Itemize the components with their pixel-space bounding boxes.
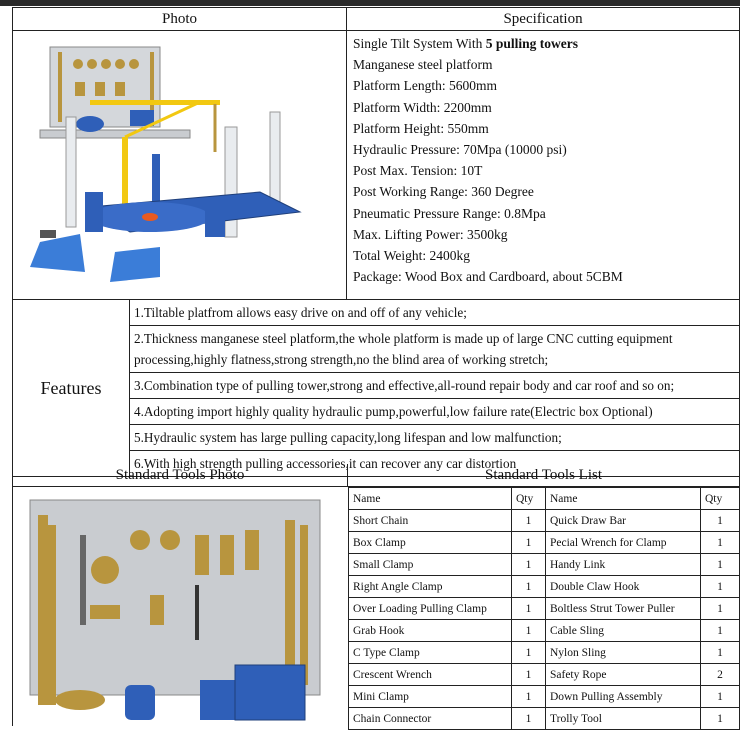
tool-qty-cell: 1 [512, 532, 546, 554]
specification-list [347, 31, 740, 300]
standard-tools-photo-header: Standard Tools Photo [12, 464, 348, 487]
tool-qty-cell: 1 [512, 576, 546, 598]
tool-name-cell: Safety Rope [546, 664, 701, 686]
tool-name-cell: Grab Hook [349, 620, 512, 642]
tool-qty-cell: 1 [701, 598, 740, 620]
tools-table-body [349, 510, 740, 730]
spec-line: Package: Wood Box and Cardboard, about 5CBM [353, 269, 623, 285]
standard-tools-table [348, 487, 740, 730]
table-row [349, 708, 740, 730]
spec-line: Platform Length: 5600mm [353, 78, 498, 94]
table-row [349, 554, 740, 576]
tool-qty-cell: 1 [512, 686, 546, 708]
tool-name-cell: Over Loading Pulling Clamp [349, 598, 512, 620]
tool-name-cell: Right Angle Clamp [349, 576, 512, 598]
tool-name-cell: Down Pulling Assembly [546, 686, 701, 708]
feature-item: 3.Combination type of pulling tower,strong and effective,all-round repair body and car roof and so on; [130, 373, 740, 399]
table-row [349, 598, 740, 620]
table-row [349, 686, 740, 708]
ramp-image [30, 234, 85, 272]
spec-line [353, 33, 739, 54]
tool-qty-cell: 1 [512, 510, 546, 532]
tool-qty-cell: 1 [701, 510, 740, 532]
tool-name-cell: Crescent Wrench [349, 664, 512, 686]
spec-line: Pneumatic Pressure Range: 0.8Mpa [353, 205, 546, 221]
feature-item: 1.Tiltable platfrom allows easy drive on and off of any vehicle; [130, 300, 740, 326]
tool-name-cell: Short Chain [349, 510, 512, 532]
tool-qty-cell: 1 [512, 554, 546, 576]
top-border-bar [0, 0, 740, 6]
table-row [349, 576, 740, 598]
features-label: Features [13, 300, 130, 477]
specification-header: Specification [347, 8, 740, 31]
tool-qty-cell: 1 [512, 664, 546, 686]
tools-col-name-header: Name [546, 488, 701, 510]
spec-line-bold: 5 pulling towers [485, 36, 579, 51]
tool-qty-cell: 2 [701, 664, 740, 686]
tool-name-cell: Quick Draw Bar [546, 510, 701, 532]
table-row [349, 664, 740, 686]
spec-line: Max. Lifting Power: 3500kg [353, 226, 508, 242]
tool-qty-cell: 1 [701, 620, 740, 642]
tool-name-cell: Mini Clamp [349, 686, 512, 708]
standard-tools-illustration [20, 495, 340, 726]
pulling-tower-image [66, 117, 76, 227]
standard-tools-list-header: Standard Tools List [347, 464, 740, 487]
tool-qty-cell: 1 [701, 686, 740, 708]
tool-qty-cell: 1 [701, 708, 740, 730]
photo-header: Photo [13, 8, 347, 31]
spec-line: Platform Width: 2200mm [353, 99, 492, 115]
tool-qty-cell: 1 [701, 642, 740, 664]
tools-col-qty-header: Qty [701, 488, 740, 510]
spec-line: Total Weight: 2400kg [353, 247, 470, 263]
spec-line: Platform Height: 550mm [353, 120, 489, 136]
spec-line: Post Working Range: 360 Degree [353, 184, 534, 200]
tool-qty-cell: 1 [512, 598, 546, 620]
tool-name-cell: Trolly Tool [546, 708, 701, 730]
tool-qty-cell: 1 [701, 532, 740, 554]
tool-name-cell: Small Clamp [349, 554, 512, 576]
frame-machine-illustration [30, 42, 320, 292]
tool-name-cell: Double Claw Hook [546, 576, 701, 598]
spec-line-prefix: Single Tilt System With [353, 36, 486, 51]
tool-name-cell: C Type Clamp [349, 642, 512, 664]
tools-col-qty-header: Qty [512, 488, 546, 510]
tool-name-cell: Nylon Sling [546, 642, 701, 664]
spec-line: Hydraulic Pressure: 70Mpa (10000 psi) [353, 141, 567, 157]
ramp-image [110, 247, 160, 282]
tool-qty-cell: 1 [512, 620, 546, 642]
tool-qty-cell: 1 [701, 554, 740, 576]
table-row [349, 510, 740, 532]
tool-qty-cell: 1 [512, 642, 546, 664]
feature-item: 4.Adopting import highly quality hydraulic pump,powerful,low failure rate(Electric box Optional) [130, 399, 740, 425]
tool-name-cell: Handy Link [546, 554, 701, 576]
tool-qty-cell: 1 [701, 576, 740, 598]
tool-name-cell: Box Clamp [349, 532, 512, 554]
spec-line: Post Max. Tension: 10T [353, 163, 483, 179]
tool-name-cell: Boltless Strut Tower Puller [546, 598, 701, 620]
feature-item: 2.Thickness manganese steel platform,the whole platform is made up of large CNC cutting equipment processing,highly flatness,strong strength,no the blind area of working stretch; [130, 326, 740, 373]
feature-item: 6.With high strength pulling accessories,it can recover any car distortion [130, 451, 740, 477]
spec-line: Manganese steel platform [353, 57, 493, 73]
table-row [349, 532, 740, 554]
feature-item: 5.Hydraulic system has large pulling capacity,long lifespan and low malfunction; [130, 425, 740, 451]
table-row [349, 642, 740, 664]
tool-name-cell: Chain Connector [349, 708, 512, 730]
tool-name-cell: Cable Sling [546, 620, 701, 642]
tool-qty-cell: 1 [512, 708, 546, 730]
tools-col-name-header: Name [349, 488, 512, 510]
tool-name-cell: Pecial Wrench for Clamp [546, 532, 701, 554]
table-row [349, 620, 740, 642]
pulling-tower-image [270, 112, 280, 202]
